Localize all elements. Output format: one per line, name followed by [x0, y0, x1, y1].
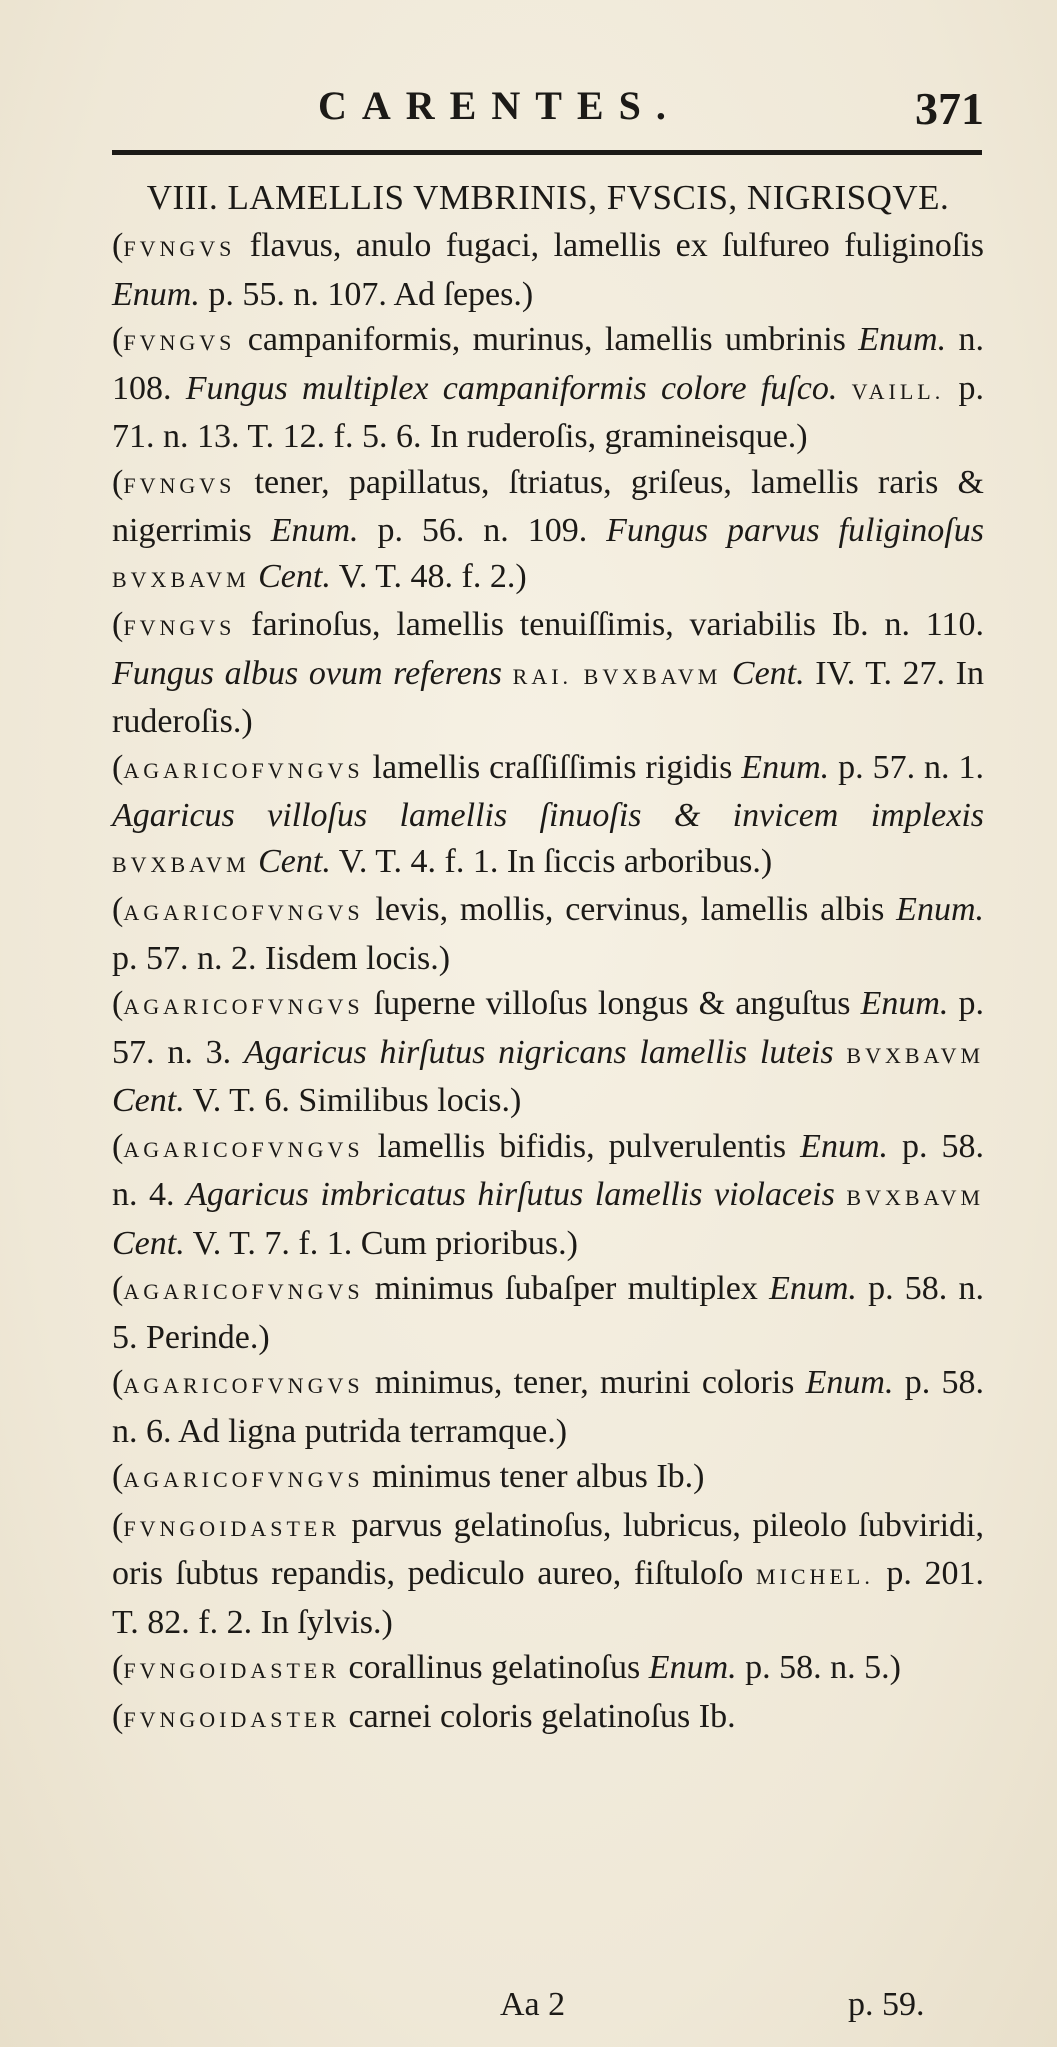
entry-text: flavus, anulo fugaci, lamellis ex ſulfureo fuliginoſis	[235, 227, 984, 264]
italic-citation: Fungus parvus fuliginoſus	[606, 512, 984, 549]
entry-text	[834, 1034, 847, 1071]
entry-text: minimus tener albus Ib.)	[363, 1458, 705, 1495]
entry-text: p. 56. n. 109.	[358, 512, 607, 549]
signature-mark: Aa 2	[500, 1986, 566, 2023]
entry-text: (	[112, 1270, 124, 1307]
small-caps-name: MICHEL.	[756, 1564, 874, 1589]
entry-paragraph	[112, 1454, 984, 1503]
entry-text	[502, 655, 513, 692]
catchword: p. 59.	[848, 1986, 925, 2023]
italic-citation: Cent.	[258, 557, 331, 595]
entry-paragraph	[112, 1266, 984, 1360]
italic-citation: Enum.	[860, 985, 949, 1022]
small-caps-name: RAI. BVXBAVM	[512, 663, 722, 689]
small-caps-name: BVXBAVM	[112, 851, 250, 877]
italic-citation: Fungus multiplex campaniformis colore fuſco.	[185, 369, 838, 407]
italic-citation: Enum.	[270, 512, 359, 549]
entry-text: corallinus gelatinoſus	[340, 1649, 649, 1686]
italic-citation: Enum.	[112, 275, 200, 313]
entry-paragraph	[112, 1503, 984, 1646]
page-header	[0, 82, 1057, 142]
entry-paragraph	[112, 887, 984, 981]
small-caps-name: AGARICOFVNGVS	[123, 994, 364, 1019]
small-caps-name: BVXBAVM	[846, 1185, 985, 1210]
small-caps-name: FVNGOIDASTER	[123, 1706, 341, 1732]
entry-text: V. T. 48. f. 2.)	[330, 557, 527, 595]
entry-text: V. T. 6. Similibus locis.)	[184, 1082, 522, 1119]
italic-citation: Enum.	[800, 1127, 888, 1165]
italic-citation: Enum.	[648, 1649, 737, 1686]
entry-paragraph	[112, 1694, 984, 1743]
small-caps-name: FVNGVS	[123, 330, 236, 355]
italic-citation: Cent.	[112, 1082, 185, 1119]
entry-paragraph	[112, 223, 984, 317]
header-rule	[112, 150, 982, 155]
small-caps-name: FVNGVS	[123, 472, 236, 498]
small-caps-name: VAILL.	[851, 378, 945, 404]
italic-citation: Cent.	[112, 1224, 185, 1262]
entry-paragraph	[112, 981, 984, 1124]
entry-text	[837, 370, 851, 407]
italic-citation: Fungus albus ovum referens	[112, 654, 503, 692]
italic-citation: Agaricus hirſutus nigricans lamellis luteis	[243, 1033, 834, 1071]
italic-citation: Enum.	[769, 1270, 857, 1307]
entry-text: (	[112, 1506, 124, 1544]
entry-text: p. 57. n. 2. Iisdem locis.)	[112, 939, 451, 977]
small-caps-name: AGARICOFVNGVS	[123, 1373, 364, 1398]
entry-text: p. 58. n. 5. Perinde.)	[112, 1270, 984, 1356]
italic-citation: Enum.	[896, 891, 984, 928]
entry-text: (	[112, 891, 124, 928]
page-number: 371	[915, 83, 984, 134]
entry-paragraph	[112, 602, 984, 745]
italic-citation: Agaricus villoſus lamellis ſinuoſis & invicem implexis	[112, 797, 984, 834]
entry-text: p. 58. n. 4.	[112, 1127, 985, 1213]
entry-text: (	[112, 463, 124, 501]
small-caps-name: AGARICOFVNGVS	[123, 1136, 364, 1162]
entry-paragraph	[112, 460, 984, 603]
small-caps-name: BVXBAVM	[112, 566, 250, 592]
entry-text: minimus, tener, murini coloris	[363, 1364, 806, 1401]
entry-text: (	[112, 1458, 124, 1495]
entry-paragraph	[112, 317, 984, 460]
entry-text	[250, 843, 259, 880]
entry-text: V. T. 7. f. 1. Cum prioribus.)	[184, 1224, 578, 1262]
italic-citation: Enum.	[805, 1364, 894, 1401]
entry-text: (	[112, 985, 124, 1022]
small-caps-name: AGARICOFVNGVS	[123, 1279, 364, 1304]
entry-text: tener, papillatus, ſtriatus, griſeus, lamellis raris & nigerrimis	[112, 463, 984, 549]
entry-text: p. 58. n. 6. Ad ligna putrida terramque.)	[112, 1364, 984, 1450]
entry-text: lamellis bifidis, pulverulentis	[363, 1127, 801, 1165]
entry-text: n. 108.	[112, 321, 985, 407]
entry-text: parvus gelatinoſus, lubricus, pileolo ſubviridi, oris ſubtus repandis, pediculo aureo, fiſtuloſo	[112, 1506, 984, 1592]
running-head: CARENTES.	[318, 83, 681, 128]
entry-text: p. 57. n. 3.	[112, 985, 985, 1071]
entry-text: carnei coloris gelatinoſus Ib.	[340, 1697, 736, 1735]
entry-text: farinoſus, lamellis tenuiſſimis, variabilis Ib. n. 110.	[235, 606, 984, 643]
entry-text: p. 71. n. 13. T. 12. f. 5. 6. In ruderoſis, gramineisque.)	[112, 369, 984, 455]
small-caps-name: AGARICOFVNGVS	[123, 1467, 364, 1492]
entry-text: (	[112, 1697, 124, 1735]
entry-text: p. 57. n. 1.	[829, 748, 984, 786]
entry-paragraph	[112, 1124, 984, 1267]
entry-text: levis, mollis, cervinus, lamellis albis	[363, 891, 897, 928]
entry-text: minimus ſubaſper multiplex	[363, 1270, 770, 1307]
page-footer	[0, 1986, 1057, 2036]
entry-text: V. T. 4. f. 1. In ſiccis arboribus.)	[330, 842, 773, 880]
italic-citation: Enum.	[741, 748, 830, 786]
entry-text: (	[112, 1364, 124, 1401]
entry-text: (	[112, 227, 124, 264]
section-heading: VIII. LAMELLIS VMBRINIS, FVSCIS, NIGRISQVE.	[146, 178, 950, 217]
small-caps-name: FVNGOIDASTER	[123, 1658, 341, 1683]
body-text	[112, 175, 984, 1742]
entry-text: p. 201. T. 82. f. 2. In ſylvis.)	[112, 1555, 985, 1641]
italic-citation: Enum.	[858, 321, 947, 358]
small-caps-name: AGARICOFVNGVS	[123, 900, 364, 925]
entry-text: (	[112, 1649, 124, 1686]
entry-text	[250, 558, 259, 595]
italic-citation: Cent.	[258, 842, 331, 880]
italic-citation: Agaricus imbricatus hirſutus lamellis violaceis	[186, 1176, 835, 1213]
entry-text: p. 55. n. 107. Ad ſepes.)	[199, 275, 534, 313]
entry-text	[721, 655, 732, 692]
small-caps-name: FVNGOIDASTER	[123, 1515, 341, 1541]
small-caps-name: FVNGVS	[123, 615, 236, 640]
entry-paragraph	[112, 1360, 984, 1454]
entry-text	[835, 1176, 847, 1213]
small-caps-name: FVNGVS	[123, 236, 236, 261]
entry-text: (	[112, 321, 124, 358]
italic-citation: Cent.	[731, 654, 805, 692]
entry-text: (	[112, 606, 124, 643]
entry-list	[112, 223, 984, 1742]
entry-text: IV. T. 27. In ruderoſis.)	[112, 654, 984, 740]
entry-paragraph	[112, 745, 984, 888]
entry-text: lamellis craſſiſſimis rigidis	[363, 748, 742, 786]
small-caps-name: BVXBAVM	[846, 1042, 985, 1068]
entry-text: p. 58. n. 5.)	[736, 1649, 901, 1686]
entry-text: campaniformis, murinus, lamellis umbrinis	[235, 321, 859, 358]
small-caps-name: AGARICOFVNGVS	[123, 757, 364, 783]
entry-text: (	[112, 1127, 124, 1165]
entry-paragraph	[112, 1645, 984, 1694]
entry-text: ſuperne villoſus longus & anguſtus	[363, 985, 861, 1022]
entry-text: (	[112, 748, 124, 786]
